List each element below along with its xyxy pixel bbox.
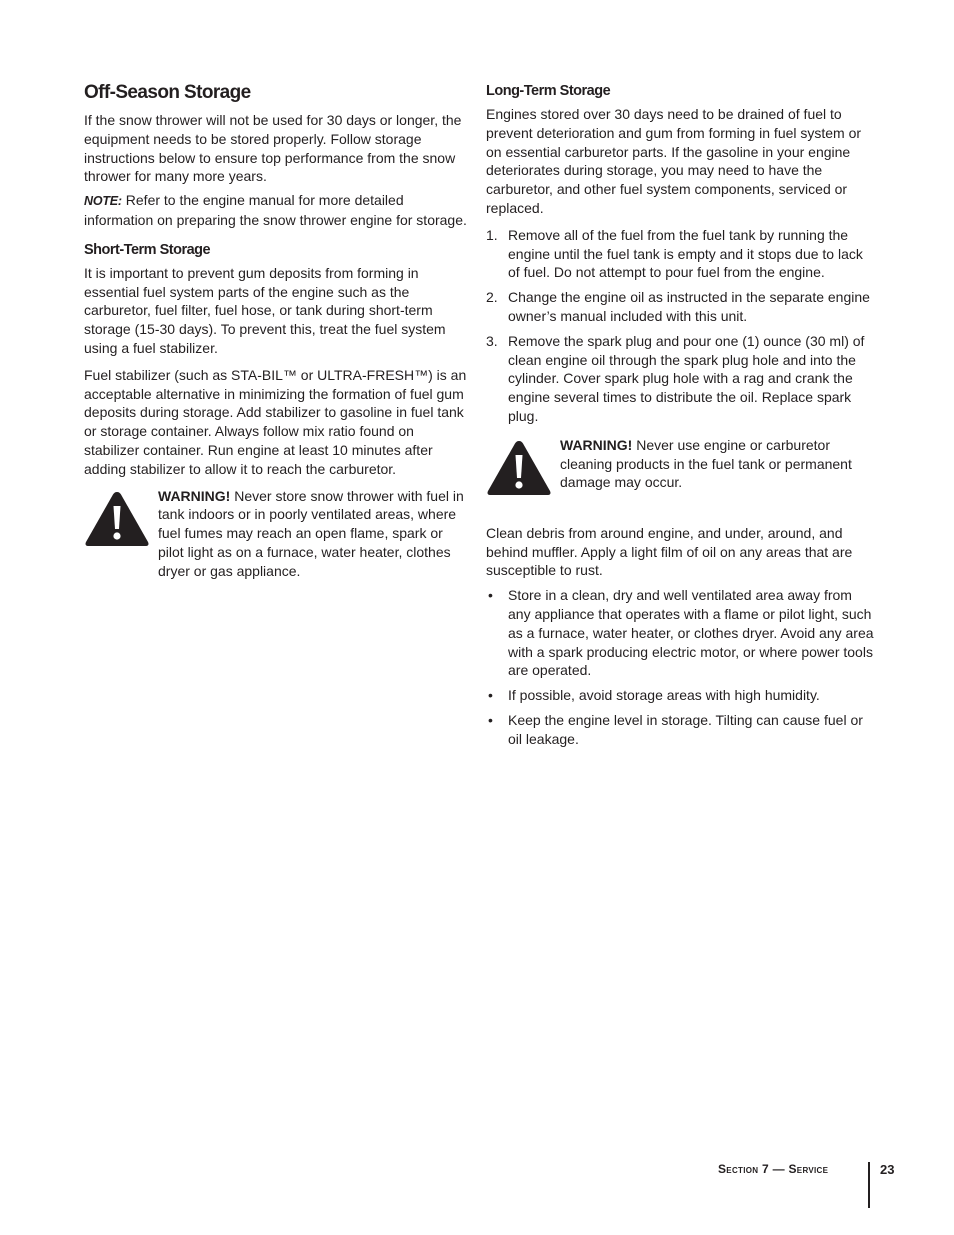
note-text: Refer to the engine manual for more detailed information on preparing the snow thrower engine for storage.: [84, 192, 467, 228]
note-label: NOTE:: [84, 194, 122, 209]
step-number: 1.: [486, 226, 498, 243]
bullet-mark: •: [488, 687, 493, 704]
footer-section-label: Section 7 — Service: [718, 1162, 829, 1176]
long-term-heading: Long-Term Storage: [486, 83, 611, 99]
long-term-paragraph: Engines stored over 30 days need to be drained of fuel to prevent deterioration and gum from forming in fuel system or on essential carburetor parts. If the gasoline in your engine deteriorates during storage, you may need to have the carburetor, and other fuel system components, serviced or replaced.: [486, 106, 862, 216]
right-column: [486, 80, 874, 755]
step-text: Change the engine oil as instructed in the separate engine owner’s manual included with this unit.: [508, 289, 870, 324]
short-term-heading: Short-Term Storage: [84, 241, 211, 258]
list-item: [486, 226, 874, 282]
bullet-text: Keep the engine level in storage. Tilting can cause fuel or oil leakage.: [508, 711, 863, 747]
left-column: [84, 80, 470, 581]
list-item: [486, 586, 874, 680]
footer-divider: [868, 1162, 870, 1208]
warning-label: WARNING!: [560, 436, 633, 453]
bullet-text: Store in a clean, dry and well ventilated area away from any appliance that operates with a flame or pilot light, such as a furnace, water heater, or clothes dryer. Avoid any area with a spark producing electric motor, or where power tools are operated.: [508, 587, 874, 679]
page-number: 23: [880, 1162, 895, 1177]
step-text: Remove the spark plug and pour one (1) ounce (30 ml) of clean engine oil through the spark plug hole and into the cylinder. Cover spark plug hole with a rag and crank the engine several times to distribute the oil. Replace spark plug.: [508, 332, 865, 424]
bullet-text: If possible, avoid storage areas with high humidity.: [508, 687, 820, 704]
warning-block-short-term: [84, 487, 470, 581]
step-number: 3.: [486, 332, 498, 349]
list-item: [486, 332, 874, 426]
short-term-paragraph-1: It is important to prevent gum deposits from forming in essential fuel system parts of the engine such as the carburetor, fuel filter, fuel hose, or tank during short-term storage (15-30 days). To prevent this, treat the fuel system using a fuel stabilizer.: [84, 264, 446, 356]
warning-text: Never store snow thrower with fuel in tank indoors or in poorly ventilated areas, where fuel fumes may reach an open flame, spark or pilot light as on a furnace, water heater, clothes dryer or gas appliance.: [158, 487, 464, 579]
warning-text: Never use engine or carburetor cleaning products in the fuel tank or permanent damage may occur.: [560, 436, 852, 491]
warning-triangle-icon: [486, 439, 552, 497]
step-text: Remove all of the fuel from the fuel tank by running the engine until the fuel tank is empty and it stops due to lack of fuel. Do not attempt to pour fuel from the engine.: [508, 226, 863, 281]
short-term-paragraph-2: Fuel stabilizer (such as STA-BIL™ or ULTRA-FRESH™) is an acceptable alternative in minimizing the formation of fuel gum deposits during storage. Add stabilizer to gasoline in fuel tank or storage container. Always follow mix ratio found on stabilizer container. Run engine at least 10 minutes after adding stabilizer to allow it to reach the carburetor.: [84, 366, 467, 477]
bullet-mark: •: [488, 711, 493, 728]
long-term-steps: [486, 226, 874, 426]
note-paragraph: [84, 191, 470, 230]
warning-block-long-term: [486, 436, 874, 500]
list-item: [486, 711, 874, 749]
warning-triangle-icon: [84, 490, 150, 548]
step-number: 2.: [486, 289, 498, 306]
storage-bullets: [486, 586, 874, 748]
cleaning-paragraph: Clean debris from around engine, and under, around, and behind muffler. Apply a light film of oil on any areas that are susceptible to rust.: [486, 524, 853, 579]
intro-paragraph: If the snow thrower will not be used for 30 days or longer, the equipment needs to be stored properly. Follow storage instructions below to ensure top performance from the snow thrower for many more years.: [84, 112, 462, 185]
list-item: [486, 288, 874, 326]
bullet-mark: •: [488, 587, 493, 604]
page-title: Off-Season Storage: [84, 82, 251, 103]
list-item: [486, 686, 874, 705]
warning-label: WARNING!: [158, 487, 231, 504]
